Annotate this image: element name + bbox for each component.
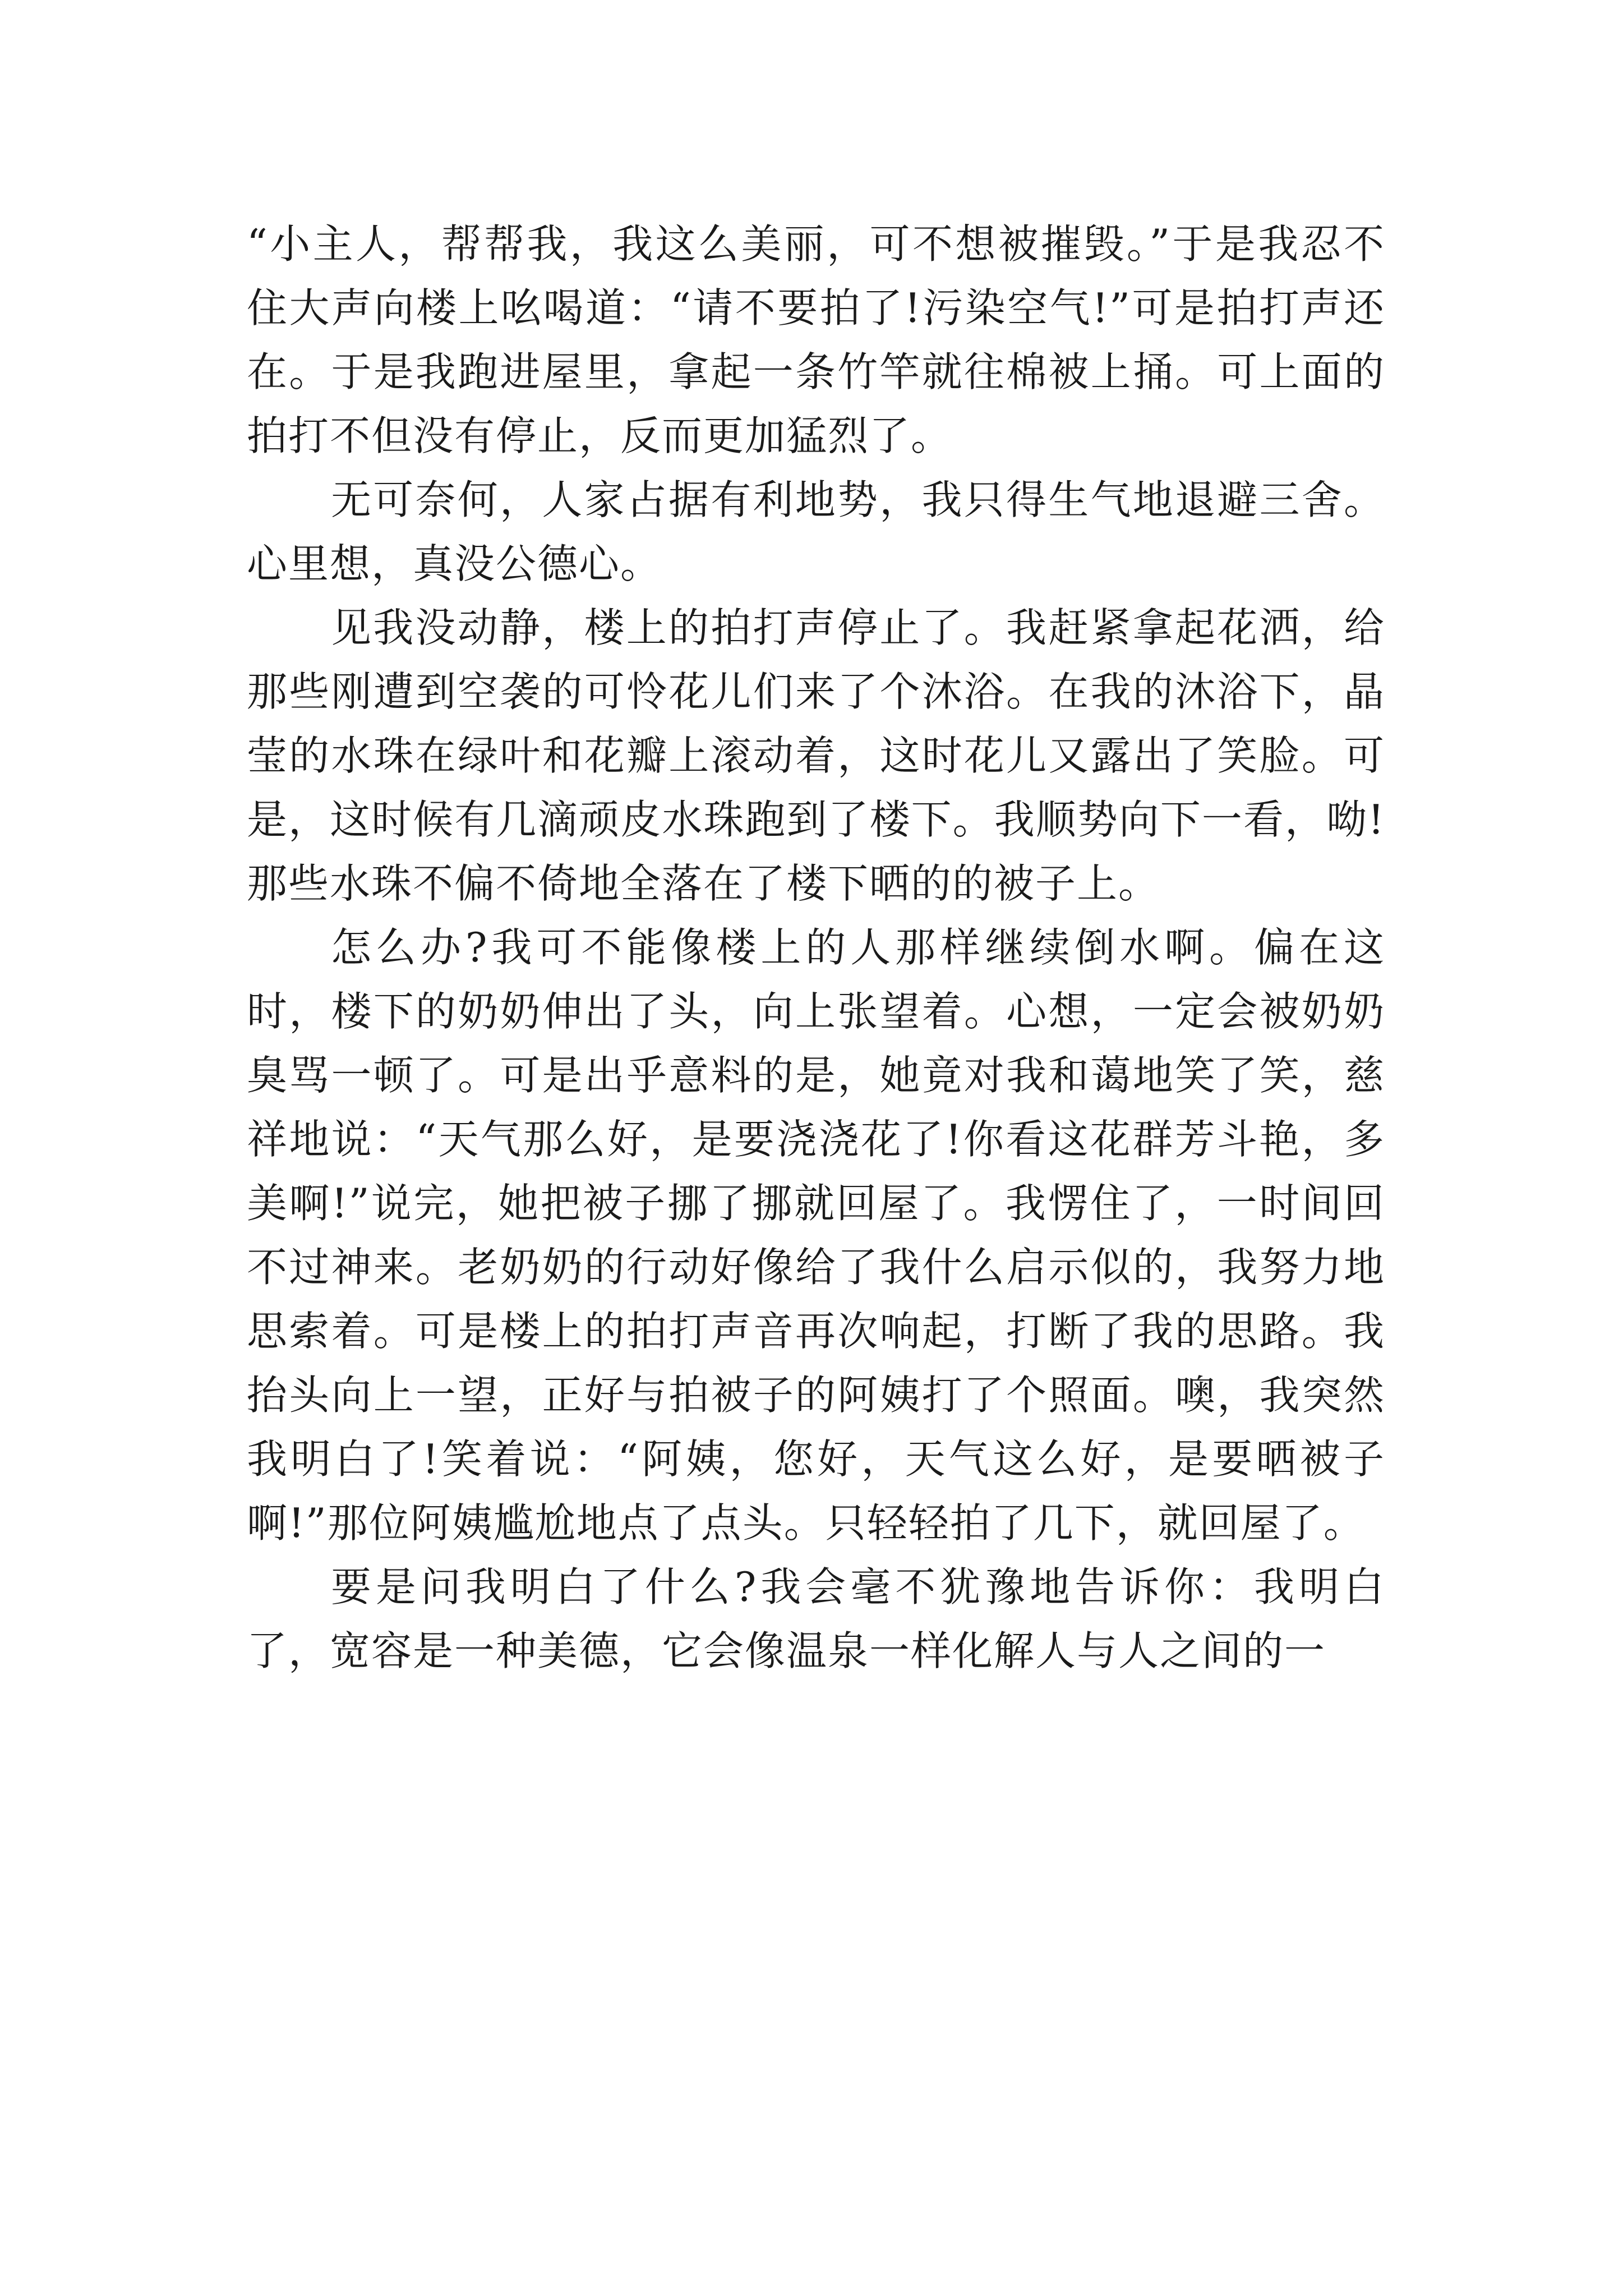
document-body — [247, 212, 1385, 1683]
paragraph: 无可奈何，人家占据有利地势，我只得生气地退避三舍。心里想，真没公德心。 — [247, 476, 1385, 587]
paragraph: 见我没动静，楼上的拍打声停止了。我赶紧拿起花洒，给那些刚遭到空袭的可怜花儿们来了个沐浴。在我的沐浴下，晶莹的水珠在绿叶和花瓣上滚动着，这时花儿又露出了笑脸。可是，这时候有几滴顽皮水珠跑到了楼下。我顺势向下一看，呦!那些水珠不偏不倚地全落在了楼下晒的的被子上。 — [247, 604, 1385, 907]
paragraph: 怎么办?我可不能像楼上的人那样继续倒水啊。偏在这时，楼下的奶奶伸出了头，向上张望着。心想，一定会被奶奶臭骂一顿了。可是出乎意料的是，她竟对我和蔼地笑了笑，慈祥地说：“天气那么好，是要浇浇花了!你看这花群芳斗艳，多美啊!”说完，她把被子挪了挪就回屋了。我愣住了，一时间回不过神来。老奶奶的行动好像给了我什么启示似的，我努力地思索着。可是楼上的拍打声音再次响起，打断了我的思路。我抬头向上一望，正好与拍被子的阿姨打了个照面。噢，我突然我明白了!笑着说：“阿姨，您好，天气这么好，是要晒被子啊!”那位阿姨尴尬地点了点头。只轻轻拍了几下，就回屋了。 — [247, 924, 1385, 1547]
paragraph: 要是问我明白了什么?我会毫不犹豫地告诉你：我明白了，宽容是一种美德，它会像温泉一样化解人与人之间的一 — [247, 1563, 1385, 1674]
paragraph-continuation: “小主人，帮帮我，我这么美丽，可不想被摧毁。”于是我忍不住大声向楼上吆喝道：“请不要拍了!污染空气!”可是拍打声还在。于是我跑进屋里，拿起一条竹竿就往棉被上捅。可上面的拍打不但没有停止，反而更加猛烈了。 — [247, 220, 1385, 459]
